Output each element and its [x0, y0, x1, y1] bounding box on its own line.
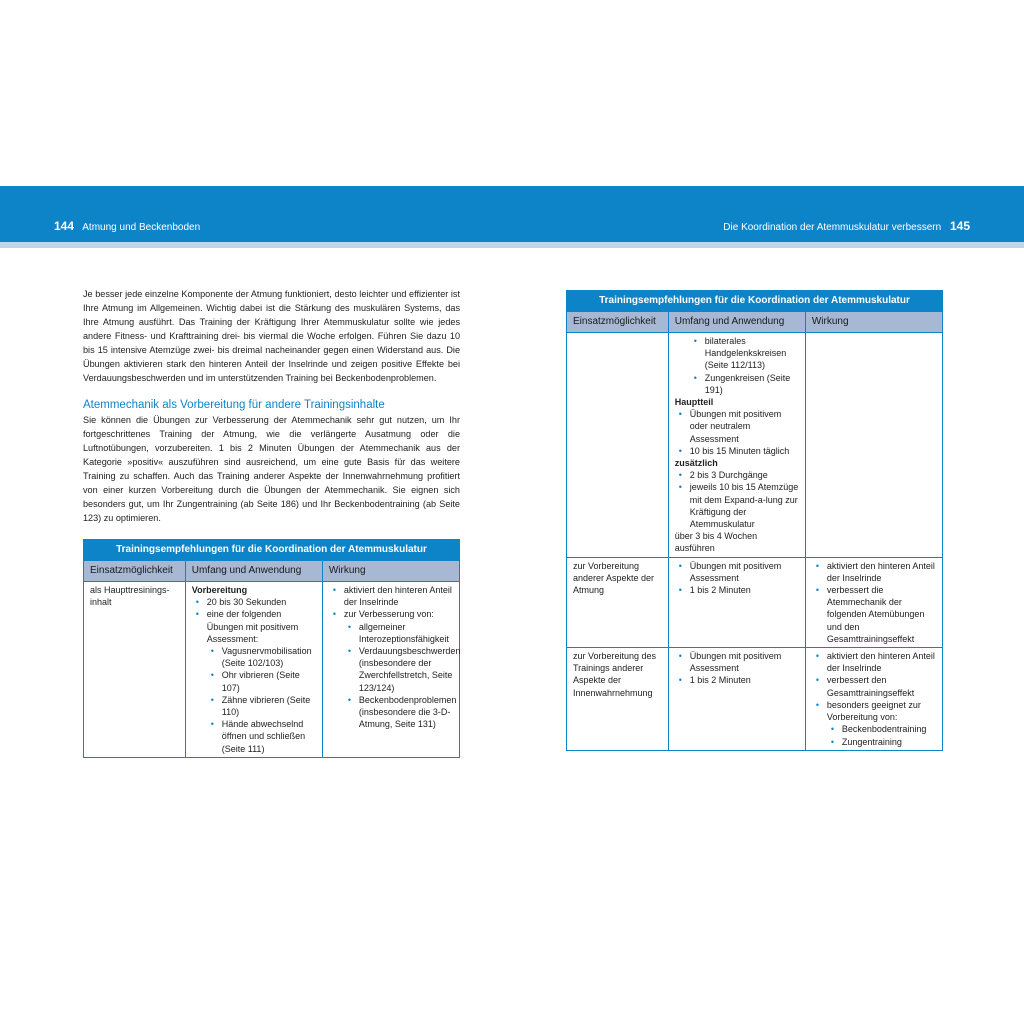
training-table-left — [83, 539, 460, 758]
column-header-effect: Wirkung — [322, 561, 459, 582]
left-chapter-title: Atmung und Beckenboden — [82, 222, 201, 233]
table-row — [567, 648, 943, 751]
left-page-number: 144 — [54, 219, 75, 233]
list-item: • Beckenbodenproblemen (insbesondere die 3-D-Atmung, Seite 131) — [359, 694, 453, 731]
list-item: • verbessert die Atemmechanik der folgenden Atemübungen und den Gesamttrainingseffekt — [827, 584, 936, 645]
use-cell: als Haupttresinings-inhalt — [84, 582, 186, 758]
left-page — [83, 287, 460, 758]
effect-cell — [322, 582, 459, 758]
list-item: • Beckenbodentraining — [842, 723, 936, 735]
use-cell — [567, 333, 669, 558]
list-item: • jeweils 10 bis 15 Atemzüge mit dem Expand-a-lung zur Kräftigung der Atemmuskulatur — [690, 481, 799, 530]
table-row — [84, 582, 460, 758]
header-band-edge — [0, 242, 1024, 248]
list-item: • Zähne vibrieren (Seite 110) — [222, 694, 316, 718]
scope-cell — [668, 557, 805, 647]
list-item: • bilaterales Handgelenkskreisen (Seite 112/113) — [705, 335, 799, 372]
list-item: • eine der folgenden Übungen mit positivem Assessment: • Vagusnervmobilisation (Seite 102/103) • Ohr vibrieren (Seite 107) • Zähne vibrieren (Seite 110) • Hände abwechselnd öffnen und schließen (Seite 111) — [207, 608, 316, 754]
list-item: • 20 bis 30 Sekunden — [207, 596, 316, 608]
list-item: • Zungenkreisen (Seite 191) — [705, 372, 799, 396]
use-cell: zur Vorbereitung des Trainings anderer Aspekte der Innenwahrnehmung — [567, 648, 669, 751]
effect-cell — [805, 557, 942, 647]
section-subheading: Atemmechanik als Vorbereitung für andere Trainingsinhalte — [83, 399, 385, 411]
phase-label: Vorbereitung — [191, 585, 248, 595]
table-title: Trainingsempfehlungen für die Koordination der Atemmuskulatur — [84, 540, 460, 561]
list-item: • Übungen mit positivem Assessment — [690, 560, 799, 584]
list-item: • aktiviert den hinteren Anteil der Inselrinde — [827, 650, 936, 674]
training-table-right — [566, 290, 943, 751]
list-item: • 2 bis 3 Durchgänge — [690, 469, 799, 481]
effect-cell — [805, 648, 942, 751]
list-item: • verbessert den Gesamttrainingseffekt — [827, 674, 936, 698]
list-item: • Ohr vibrieren (Seite 107) — [222, 669, 316, 693]
phase-label: Hauptteil — [674, 397, 714, 408]
left-running-header — [54, 218, 200, 236]
list-item: • Übungen mit positivem oder neutralem Assessment — [690, 408, 799, 445]
phase-label: zusätzlich — [674, 458, 718, 469]
list-item: • aktiviert den hinteren Anteil der Inselrinde — [344, 584, 453, 608]
right-page — [566, 290, 943, 751]
use-cell: zur Vorbereitung anderer Aspekte der Atmung — [567, 557, 669, 647]
section-paragraph: Sie können die Übungen zur Verbesserung der Atemmechanik sehr gut nutzen, um Ihr fortgeschrittenes Training der Atmung, wie die verlängerte Ausatmung oder die Luftnotübungen, vorzubereiten. 1 bis 2 Minuten Übungen der Atemmechanik aus der Kategorie »positiv« auszuführen sind ausreichend, um eine gute Basis für das weitere Training zu schaffen. Auch das Training anderer Aspekte der Innenwahrnehmung profitiert von einer kurzen Vorbereitung durch die Übungen der Atemmechanik. Sie eignen sich besonders gut, um Ihr Zungentraining (ab Seite 186) und Ihr Beckenbodentraining (ab Seite 123) zu optimieren. — [83, 415, 460, 523]
table-title: Trainingsempfehlungen für die Koordination der Atemmuskulatur — [567, 291, 943, 312]
list-item: • 1 bis 2 Minuten — [690, 674, 799, 686]
list-item: • besonders geeignet zur Vorbereitung von: • Beckenbodentraining • Zungentraining — [827, 699, 936, 748]
scope-cell — [668, 648, 805, 751]
right-page-number: 145 — [949, 219, 970, 233]
list-item: • 1 bis 2 Minuten — [690, 584, 799, 596]
column-header-effect: Wirkung — [805, 312, 942, 333]
scope-cell — [185, 582, 322, 758]
list-item: • aktiviert den hinteren Anteil der Inselrinde — [827, 560, 936, 584]
list-item: • 10 bis 15 Minuten täglich — [690, 445, 799, 457]
list-item: • Zungentraining — [842, 736, 936, 748]
table-row — [567, 557, 943, 647]
list-item: • allgemeiner Interozeptionsfähigkeit — [359, 621, 453, 645]
list-item: • Übungen mit positivem Assessment — [690, 650, 799, 674]
column-header-scope: Umfang und Anwendung — [185, 561, 322, 582]
column-header-scope: Umfang und Anwendung — [668, 312, 805, 333]
right-running-header — [723, 218, 970, 236]
duration-note: über 3 bis 4 Wochen ausführen — [674, 531, 758, 554]
column-header-use: Einsatzmöglichkeit — [84, 561, 186, 582]
right-section-title: Die Koordination der Atemmuskulatur verbessern — [723, 222, 942, 233]
table-row — [567, 333, 943, 558]
scope-cell — [668, 333, 805, 558]
column-header-use: Einsatzmöglichkeit — [567, 312, 669, 333]
list-item: • Hände abwechselnd öffnen und schließen (Seite 111) — [222, 718, 316, 755]
list-item: • zur Verbesserung von: • allgemeiner Interozeptionsfähigkeit • Verdauungsbeschwerden (insbesondere der Zwerchfellstretch, Seite 123/124) • Beckenbodenproblemen (insbesondere die 3-D-Atmung, Seite 131) — [344, 608, 453, 730]
list-item: • Verdauungsbeschwerden (insbesondere der Zwerchfellstretch, Seite 123/124) — [359, 645, 453, 694]
intro-paragraph: Je besser jede einzelne Komponente der Atmung funktioniert, desto leichter und effizienter ist Ihre Atmung im Allgemeinen. Wichtig dabei ist die Stärkung des muskulären Systems, das Ihre Atmung ausführt. Das Training der Kräftigung Ihrer Atemmuskulatur sollte wie jedes andere Fitness- und Krafttraining drei- bis viermal die Woche erfolgen. Führen Sie dazu 10 bis 15 intensive Atemzüge zwei- bis dreimal nacheinander gegen einen Widerstand aus. Die Übungen aktivieren stark den hinteren Anteil der Inselrinde und zeigen positive Effekte bei Verdauungsbeschwerden und im unterstützenden Training bei Beckenbodenproblemen. — [83, 289, 460, 383]
list-item: • Vagusnervmobilisation (Seite 102/103) — [222, 645, 316, 669]
effect-cell — [805, 333, 942, 558]
